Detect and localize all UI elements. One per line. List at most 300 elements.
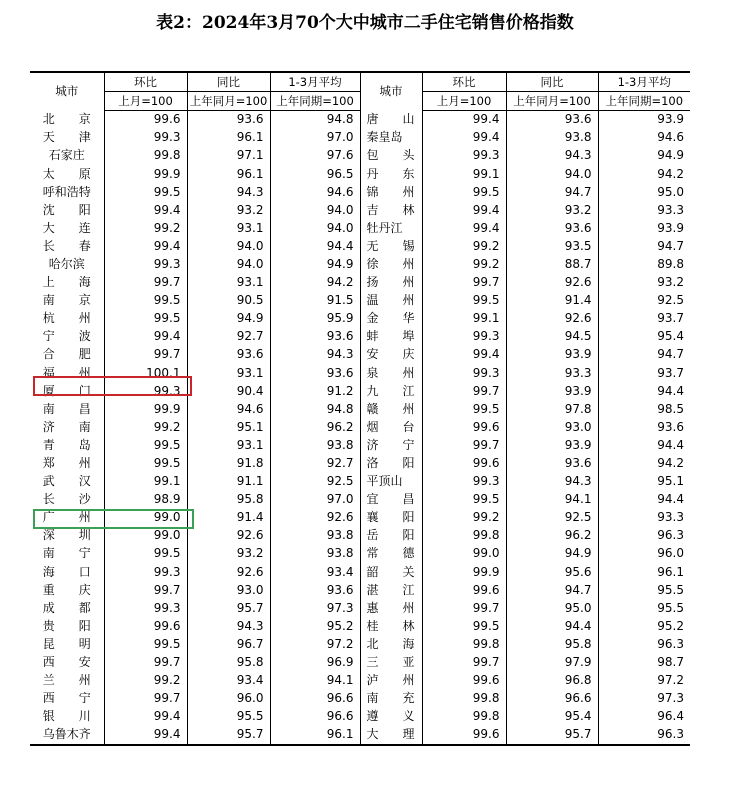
right-yoy-cell: 91.4 <box>506 292 598 310</box>
left-yoy-cell: 90.5 <box>187 292 270 310</box>
table-row <box>30 654 690 672</box>
left-yoy-cell: 93.2 <box>187 201 270 219</box>
left-avg-cell: 92.7 <box>270 454 360 472</box>
right-mom-cell: 99.6 <box>472 582 500 597</box>
left-mom-cell: 99.1 <box>153 474 181 489</box>
table-row <box>30 418 690 436</box>
right-avg-cell: 95.2 <box>598 617 690 635</box>
left-avg-cell: 93.4 <box>270 563 360 581</box>
table-row <box>30 726 690 745</box>
left-yoy-cell: 96.7 <box>187 635 270 653</box>
left-city-cell: 南 京 <box>30 292 104 310</box>
right-mom-cell: 99.8 <box>472 528 500 543</box>
right-city-cell: 岳 阳 <box>360 527 422 545</box>
left-mom-cell: 99.9 <box>153 166 181 181</box>
right-city-cell: 九 江 <box>360 382 422 400</box>
right-yoy-cell: 93.5 <box>506 237 598 255</box>
table-row <box>30 509 690 527</box>
left-yoy-cell: 90.4 <box>187 382 270 400</box>
left-mom-cell: 99.6 <box>153 112 181 127</box>
right-avg-cell: 94.4 <box>598 436 690 454</box>
right-yoy-cell: 93.0 <box>506 418 598 436</box>
right-yoy-cell: 95.8 <box>506 635 598 653</box>
left-city-cell: 北 京 <box>30 111 104 129</box>
left-mom-cell: 99.5 <box>153 437 181 452</box>
right-yoy-cell: 94.3 <box>506 147 598 165</box>
left-avg-cell: 93.8 <box>270 527 360 545</box>
left-yoy-cell: 93.1 <box>187 274 270 292</box>
right-mom-cell: 99.7 <box>472 600 500 615</box>
left-mom-cell: 99.2 <box>153 419 181 434</box>
header-avg-left: 1-3月平均 <box>270 72 360 92</box>
left-yoy-cell: 97.1 <box>187 147 270 165</box>
left-avg-cell: 97.6 <box>270 147 360 165</box>
left-mom-cell: 99.3 <box>153 256 181 271</box>
right-avg-cell: 89.8 <box>598 255 690 273</box>
right-yoy-cell: 94.1 <box>506 491 598 509</box>
right-yoy-cell: 97.9 <box>506 654 598 672</box>
left-yoy-cell: 91.4 <box>187 509 270 527</box>
right-mom-cell: 99.6 <box>472 419 500 434</box>
table-row <box>30 129 690 147</box>
right-mom-cell: 99.7 <box>472 383 500 398</box>
right-avg-cell: 95.5 <box>598 599 690 617</box>
right-city-cell: 无 锡 <box>360 237 422 255</box>
table-row <box>30 274 690 292</box>
left-yoy-cell: 96.1 <box>187 129 270 147</box>
right-city-cell: 惠 州 <box>360 599 422 617</box>
left-mom-cell: 99.0 <box>153 528 181 543</box>
table-row <box>30 183 690 201</box>
right-yoy-cell: 93.6 <box>506 454 598 472</box>
header-mom-right: 环比 <box>422 72 506 92</box>
left-avg-cell: 97.3 <box>270 599 360 617</box>
left-city-cell: 广 州 <box>30 509 104 527</box>
right-mom-cell: 99.3 <box>472 365 500 380</box>
right-avg-cell: 94.7 <box>598 346 690 364</box>
left-yoy-cell: 95.8 <box>187 654 270 672</box>
left-avg-cell: 94.1 <box>270 672 360 690</box>
left-yoy-cell: 93.1 <box>187 436 270 454</box>
right-mom-cell: 99.9 <box>472 564 500 579</box>
right-avg-cell: 94.4 <box>598 491 690 509</box>
right-yoy-cell: 94.4 <box>506 617 598 635</box>
right-yoy-cell: 94.0 <box>506 165 598 183</box>
left-mom-cell: 99.5 <box>153 636 181 651</box>
right-mom-cell: 99.4 <box>472 112 500 127</box>
right-avg-cell: 97.3 <box>598 690 690 708</box>
left-yoy-cell: 95.7 <box>187 726 270 745</box>
right-avg-cell: 93.9 <box>598 219 690 237</box>
left-city-cell: 贵 阳 <box>30 617 104 635</box>
left-avg-cell: 97.2 <box>270 635 360 653</box>
left-avg-cell: 94.3 <box>270 346 360 364</box>
left-city-cell: 太 原 <box>30 165 104 183</box>
right-avg-cell: 97.2 <box>598 672 690 690</box>
left-city-cell: 武 汉 <box>30 473 104 491</box>
right-avg-cell: 95.4 <box>598 328 690 346</box>
left-avg-cell: 91.2 <box>270 382 360 400</box>
right-mom-cell: 99.1 <box>472 311 500 326</box>
left-mom-cell: 99.7 <box>153 582 181 597</box>
right-mom-cell: 99.3 <box>472 474 500 489</box>
table-row <box>30 617 690 635</box>
left-avg-cell: 96.2 <box>270 418 360 436</box>
right-yoy-cell: 92.6 <box>506 310 598 328</box>
table-row <box>30 635 690 653</box>
right-mom-cell: 99.3 <box>472 148 500 163</box>
left-yoy-cell: 93.0 <box>187 581 270 599</box>
right-yoy-cell: 88.7 <box>506 255 598 273</box>
table-row <box>30 346 690 364</box>
right-yoy-cell: 92.6 <box>506 274 598 292</box>
right-yoy-cell: 95.0 <box>506 599 598 617</box>
left-avg-cell: 94.8 <box>270 111 360 129</box>
right-city-cell: 泉 州 <box>360 364 422 382</box>
table-row <box>30 237 690 255</box>
right-yoy-cell: 95.6 <box>506 563 598 581</box>
right-avg-cell: 93.7 <box>598 310 690 328</box>
left-avg-cell: 92.6 <box>270 509 360 527</box>
right-mom-cell: 99.5 <box>472 401 500 416</box>
right-avg-cell: 94.2 <box>598 454 690 472</box>
left-mom-cell: 99.8 <box>153 148 181 163</box>
right-yoy-cell: 95.4 <box>506 708 598 726</box>
table-row <box>30 111 690 129</box>
left-yoy-cell: 95.1 <box>187 418 270 436</box>
right-city-cell: 烟 台 <box>360 418 422 436</box>
table-row <box>30 473 690 491</box>
table-row <box>30 708 690 726</box>
left-mom-cell: 99.5 <box>153 311 181 326</box>
left-avg-cell: 96.6 <box>270 708 360 726</box>
left-mom-cell: 99.4 <box>153 238 181 253</box>
right-avg-cell: 96.3 <box>598 726 690 745</box>
right-yoy-cell: 92.5 <box>506 509 598 527</box>
left-mom-cell: 99.4 <box>104 726 187 745</box>
right-avg-cell: 93.3 <box>598 509 690 527</box>
left-yoy-cell: 94.6 <box>187 400 270 418</box>
right-city-cell: 温 州 <box>360 292 422 310</box>
right-mom-cell: 99.4 <box>472 347 500 362</box>
right-city-cell: 南 充 <box>360 690 422 708</box>
left-city-cell: 青 岛 <box>30 436 104 454</box>
right-mom-cell: 99.7 <box>472 275 500 290</box>
left-avg-cell: 96.5 <box>270 165 360 183</box>
left-city-cell: 宁 波 <box>30 328 104 346</box>
right-mom-cell: 99.6 <box>422 726 506 745</box>
left-yoy-cell: 96.0 <box>187 690 270 708</box>
left-avg-cell: 94.4 <box>270 237 360 255</box>
left-city-cell: 上 海 <box>30 274 104 292</box>
right-yoy-cell: 93.6 <box>506 111 598 129</box>
right-city-cell: 济 宁 <box>360 436 422 454</box>
left-city-cell: 昆 明 <box>30 635 104 653</box>
right-city-cell: 洛 阳 <box>360 454 422 472</box>
right-yoy-cell: 93.2 <box>506 201 598 219</box>
right-city-cell: 金 华 <box>360 310 422 328</box>
right-avg-cell: 95.5 <box>598 581 690 599</box>
right-mom-cell: 99.5 <box>472 184 500 199</box>
right-city-cell: 锦 州 <box>360 183 422 201</box>
table-row <box>30 454 690 472</box>
left-avg-cell: 93.6 <box>270 328 360 346</box>
right-city-cell: 三 亚 <box>360 654 422 672</box>
left-yoy-cell: 93.6 <box>187 111 270 129</box>
right-yoy-cell: 94.7 <box>506 581 598 599</box>
right-yoy-cell: 93.9 <box>506 382 598 400</box>
header-mom-left: 环比 <box>104 72 187 92</box>
table-row <box>30 599 690 617</box>
right-city-cell: 蚌 埠 <box>360 328 422 346</box>
left-mom-cell: 99.9 <box>153 401 181 416</box>
left-mom-cell: 99.7 <box>153 347 181 362</box>
left-city-cell: 天 津 <box>30 129 104 147</box>
left-mom-cell: 99.7 <box>153 275 181 290</box>
left-avg-cell: 93.6 <box>270 364 360 382</box>
left-yoy-cell: 94.3 <box>187 617 270 635</box>
left-city-cell: 乌鲁木齐 <box>30 726 104 745</box>
right-yoy-cell: 94.3 <box>506 473 598 491</box>
left-yoy-cell: 94.0 <box>187 255 270 273</box>
left-mom-cell: 99.5 <box>153 456 181 471</box>
left-avg-cell: 94.0 <box>270 201 360 219</box>
header-yoy-left: 同比 <box>187 72 270 92</box>
right-avg-cell: 96.0 <box>598 545 690 563</box>
right-avg-cell: 94.2 <box>598 165 690 183</box>
header-yoy-right: 同比 <box>506 72 598 92</box>
left-avg-cell: 91.5 <box>270 292 360 310</box>
right-mom-cell: 99.8 <box>472 636 500 651</box>
right-avg-cell: 95.0 <box>598 183 690 201</box>
right-city-cell: 牡丹江 <box>360 219 422 237</box>
left-yoy-cell: 92.7 <box>187 328 270 346</box>
right-yoy-cell: 97.8 <box>506 400 598 418</box>
left-yoy-cell: 93.1 <box>187 364 270 382</box>
left-city-cell: 深 圳 <box>30 527 104 545</box>
right-mom-cell: 99.5 <box>472 492 500 507</box>
right-avg-cell: 93.6 <box>598 418 690 436</box>
left-avg-cell: 93.8 <box>270 436 360 454</box>
left-avg-cell: 95.9 <box>270 310 360 328</box>
left-mom-cell: 99.6 <box>153 618 181 633</box>
table-row <box>30 436 690 454</box>
header-mom-base-right: 上月=100 <box>422 92 506 111</box>
table-row <box>30 382 690 400</box>
right-avg-cell: 95.1 <box>598 473 690 491</box>
left-mom-cell: 98.9 <box>153 492 181 507</box>
right-city-cell: 丹 东 <box>360 165 422 183</box>
left-yoy-cell: 95.5 <box>187 708 270 726</box>
left-city-cell: 兰 州 <box>30 672 104 690</box>
right-yoy-cell: 94.9 <box>506 545 598 563</box>
right-avg-cell: 96.3 <box>598 527 690 545</box>
right-avg-cell: 98.7 <box>598 654 690 672</box>
right-avg-cell: 94.6 <box>598 129 690 147</box>
right-city-cell: 扬 州 <box>360 274 422 292</box>
right-city-cell: 宜 昌 <box>360 491 422 509</box>
table-row <box>30 219 690 237</box>
left-mom-cell: 99.5 <box>153 293 181 308</box>
right-city-cell: 遵 义 <box>360 708 422 726</box>
left-city-cell: 石家庄 <box>30 147 104 165</box>
left-yoy-cell: 96.1 <box>187 165 270 183</box>
right-city-cell: 平顶山 <box>360 473 422 491</box>
table-row <box>30 672 690 690</box>
right-avg-cell: 96.3 <box>598 635 690 653</box>
table-row <box>30 563 690 581</box>
right-yoy-cell: 94.5 <box>506 328 598 346</box>
right-mom-cell: 99.8 <box>472 691 500 706</box>
left-yoy-cell: 93.6 <box>187 346 270 364</box>
left-city-cell: 厦 门 <box>30 382 104 400</box>
right-mom-cell: 99.4 <box>472 220 500 235</box>
left-mom-cell: 99.7 <box>153 655 181 670</box>
table-row <box>30 165 690 183</box>
left-city-cell: 合 肥 <box>30 346 104 364</box>
table-row <box>30 201 690 219</box>
right-city-cell: 唐 山 <box>360 111 422 129</box>
left-avg-cell: 97.0 <box>270 129 360 147</box>
left-mom-cell: 99.3 <box>153 130 181 145</box>
table-row <box>30 292 690 310</box>
header-yoy-base-right: 上年同月=100 <box>506 92 598 111</box>
left-avg-cell: 96.6 <box>270 690 360 708</box>
left-yoy-cell: 94.9 <box>187 310 270 328</box>
left-city-cell: 沈 阳 <box>30 201 104 219</box>
left-mom-cell: 99.2 <box>153 220 181 235</box>
left-mom-cell: 99.4 <box>153 709 181 724</box>
right-mom-cell: 99.7 <box>472 437 500 452</box>
right-city-cell: 常 德 <box>360 545 422 563</box>
right-yoy-cell: 96.6 <box>506 690 598 708</box>
left-city-cell: 南 宁 <box>30 545 104 563</box>
left-yoy-cell: 93.2 <box>187 545 270 563</box>
left-city-cell: 长 春 <box>30 237 104 255</box>
right-mom-cell: 99.5 <box>472 293 500 308</box>
right-avg-cell: 94.4 <box>598 382 690 400</box>
right-yoy-cell: 95.7 <box>506 726 598 745</box>
right-mom-cell: 99.7 <box>472 655 500 670</box>
table-row <box>30 364 690 382</box>
right-avg-cell: 93.9 <box>598 111 690 129</box>
right-yoy-cell: 93.8 <box>506 129 598 147</box>
right-avg-cell: 98.5 <box>598 400 690 418</box>
right-city-cell: 秦皇岛 <box>360 129 422 147</box>
left-mom-cell: 99.4 <box>153 329 181 344</box>
right-mom-cell: 99.2 <box>472 256 500 271</box>
left-city-cell: 济 南 <box>30 418 104 436</box>
right-avg-cell: 94.7 <box>598 237 690 255</box>
right-mom-cell: 99.4 <box>472 202 500 217</box>
left-yoy-cell: 94.3 <box>187 183 270 201</box>
left-mom-cell: 100.1 <box>146 365 181 380</box>
left-mom-cell: 99.4 <box>153 202 181 217</box>
right-mom-cell: 99.2 <box>472 238 500 253</box>
left-yoy-cell: 92.6 <box>187 527 270 545</box>
table-row <box>30 545 690 563</box>
right-avg-cell: 94.9 <box>598 147 690 165</box>
right-city-cell: 韶 关 <box>360 563 422 581</box>
table-title: 表2：2024年3月70个大中城市二手住宅销售价格指数 <box>156 13 574 33</box>
left-yoy-cell: 95.7 <box>187 599 270 617</box>
left-city-cell: 呼和浩特 <box>30 183 104 201</box>
left-city-cell: 郑 州 <box>30 454 104 472</box>
right-yoy-cell: 96.8 <box>506 672 598 690</box>
left-city-cell: 西 宁 <box>30 690 104 708</box>
left-avg-cell: 94.8 <box>270 400 360 418</box>
left-mom-cell: 99.0 <box>153 510 181 525</box>
header-city-left: 城市 <box>30 72 104 111</box>
left-mom-cell: 99.2 <box>153 673 181 688</box>
right-yoy-cell: 93.9 <box>506 436 598 454</box>
left-city-cell: 成 都 <box>30 599 104 617</box>
right-city-cell: 襄 阳 <box>360 509 422 527</box>
right-mom-cell: 99.1 <box>472 166 500 181</box>
table-row <box>30 328 690 346</box>
left-avg-cell: 93.6 <box>270 581 360 599</box>
right-avg-cell: 93.2 <box>598 274 690 292</box>
right-mom-cell: 99.5 <box>472 618 500 633</box>
right-city-cell: 泸 州 <box>360 672 422 690</box>
left-yoy-cell: 95.8 <box>187 491 270 509</box>
left-city-cell: 长 沙 <box>30 491 104 509</box>
right-mom-cell: 99.2 <box>472 510 500 525</box>
right-yoy-cell: 93.3 <box>506 364 598 382</box>
right-city-cell: 徐 州 <box>360 255 422 273</box>
left-city-cell: 哈尔滨 <box>30 255 104 273</box>
left-mom-cell: 99.3 <box>153 600 181 615</box>
left-city-cell: 杭 州 <box>30 310 104 328</box>
header-avg-right: 1-3月平均 <box>598 72 690 92</box>
left-avg-cell: 95.2 <box>270 617 360 635</box>
left-yoy-cell: 91.8 <box>187 454 270 472</box>
right-city-cell: 安 庆 <box>360 346 422 364</box>
table-header <box>30 72 690 111</box>
left-city-cell: 福 州 <box>30 364 104 382</box>
right-city-cell: 北 海 <box>360 635 422 653</box>
left-mom-cell: 99.3 <box>153 383 181 398</box>
right-avg-cell: 96.4 <box>598 708 690 726</box>
left-mom-cell: 99.5 <box>153 546 181 561</box>
right-city-cell: 桂 林 <box>360 617 422 635</box>
right-yoy-cell: 94.7 <box>506 183 598 201</box>
price-index-table <box>30 71 690 746</box>
right-mom-cell: 99.4 <box>472 130 500 145</box>
right-avg-cell: 96.1 <box>598 563 690 581</box>
right-avg-cell: 93.3 <box>598 201 690 219</box>
left-yoy-cell: 91.1 <box>187 473 270 491</box>
right-yoy-cell: 93.6 <box>506 219 598 237</box>
header-avg-base-right: 上年同期=100 <box>598 92 690 111</box>
right-city-cell: 湛 江 <box>360 581 422 599</box>
left-avg-cell: 97.0 <box>270 491 360 509</box>
right-city-cell: 赣 州 <box>360 400 422 418</box>
right-mom-cell: 99.0 <box>472 546 500 561</box>
left-yoy-cell: 94.0 <box>187 237 270 255</box>
right-mom-cell: 99.3 <box>472 329 500 344</box>
header-yoy-base-left: 上年同月=100 <box>187 92 270 111</box>
table-row <box>30 690 690 708</box>
left-city-cell: 银 川 <box>30 708 104 726</box>
right-yoy-cell: 93.9 <box>506 346 598 364</box>
left-avg-cell: 94.6 <box>270 183 360 201</box>
left-mom-cell: 99.7 <box>153 691 181 706</box>
left-city-cell: 海 口 <box>30 563 104 581</box>
left-city-cell: 大 连 <box>30 219 104 237</box>
right-city-cell: 吉 林 <box>360 201 422 219</box>
left-avg-cell: 94.2 <box>270 274 360 292</box>
